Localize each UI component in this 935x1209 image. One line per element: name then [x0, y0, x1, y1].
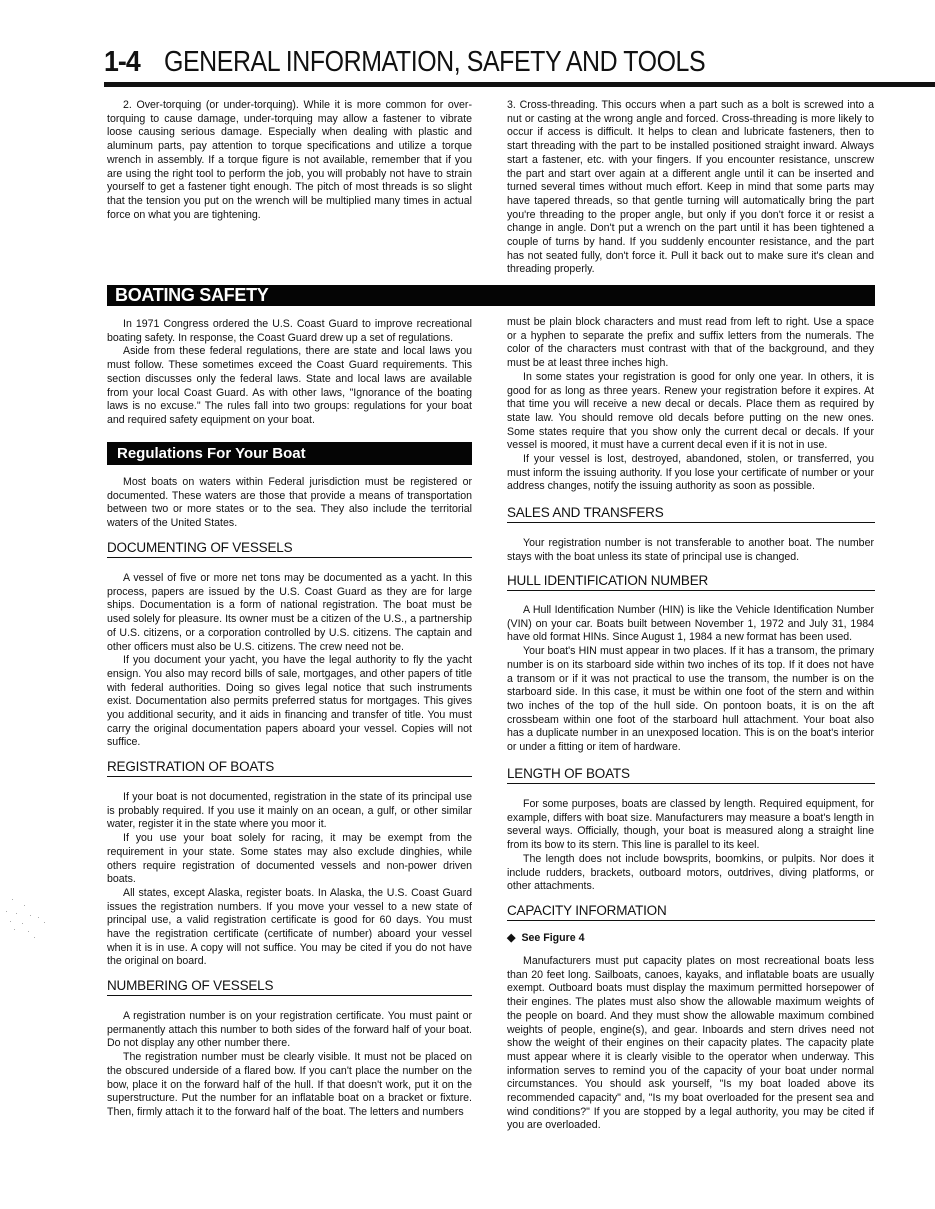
paragraph: Most boats on waters within Federal jurisdiction must be registered or documented. These waters are those that provide a means of transportation between two or more states or to the sea. They also include the territorial waters of the United States.	[107, 476, 472, 530]
page-title: GENERAL INFORMATION, SAFETY AND TOOLS	[164, 46, 706, 78]
paragraph: must be plain block characters and must read from left to right. Use a space or a hyphen to separate the prefix and suffix letters from the numerals. The color of the characters must contrast with that of the background, and they must be at least three inches high.	[507, 316, 874, 370]
paragraph: If you document your yacht, you have the legal authority to fly the yacht ensign. You also may record bills of sale, mortgages, and other papers of title with federal authorities. Doing so gives legal notice that such instruments exist. Documentation also permits preferred status for mortgages. This gives you additional security, and it aids in financing and transfer of title. You must carry the original documentation papers aboard your vessel. Copies will not suffice.	[107, 654, 472, 749]
page-number: 1-4	[104, 46, 140, 78]
paragraph: In 1971 Congress ordered the U.S. Coast Guard to improve recreational boating safety. In response, the Coast Guard drew up a set of regulations.	[107, 318, 472, 344]
heading-hull-identification-number: HULL IDENTIFICATION NUMBER	[507, 573, 875, 591]
paragraph: 3. Cross-threading. This occurs when a part such as a bolt is screwed into a nut or casting at the wrong angle and forced. Cross-threading is more likely to occur if access is difficult. It helps to clean and lubricate fasteners, then to start threading with the part to be installed positioned straight inward. Always start a fastener, etc. with your fingers. If you encounter resistance, unscrew the part and start over again at a different angle until it can be inserted and turned several times without much effort. Keep in mind that some parts may have tapered threads, so that gentle turning will automatically bring the part you're threading to the proper angle, but only if you don't force it or resist a change in angle. Don't put a wrench on the part until it has been tightened a couple of turns by hand. If you suddenly encounter resistance, and the part has not seated fully, don't force it. Pull it back out to make sure it's clean and threading properly.	[507, 99, 874, 276]
regulations-text	[107, 476, 472, 531]
heading-capacity-information: CAPACITY INFORMATION	[507, 903, 875, 921]
paragraph: In some states your registration is good for only one year. In others, it is good for as long as three years. Renew your registration before it expires. At that time you will receive a new decal or decals. Place them as required by state law. You should remove old decals before putting on the new ones. Some states require that you show only the current decal or decals. If your vessel is moored, it must have a current decal even if it is not in use.	[507, 370, 874, 452]
paragraph: 2. Over-torquing (or under-torquing). While it is more common for over-torquing to cause damage, under-torquing may allow a fastener to vibrate loose causing serious damage. Especially when dealing with plastic and aluminum parts, pay attention to torque specifications and utilize a torque wrench in assembly. If a torque figure is not available, remember that if you are using the right tool to perform the job, you will probably not have to strain yourself to get a fastener tight enough. The pitch of most threads is so slight that the tension you put on the wrench will be multiplied many times in actual force on what you are tightening.	[107, 99, 472, 221]
heading-length-of-boats: LENGTH OF BOATS	[507, 766, 875, 784]
paragraph: A vessel of five or more net tons may be documented as a yacht. In this process, papers are issued by the U.S. Coast Guard as they are for large ships. Documentation is a form of national registration. The boat must be used solely for pleasure. Its owner must be a citizen of the U.S., a partnership of U.S. citizens, or a corporation controlled by U.S. citizens. The captain and other officers must also be U.S. citizens. The crew need not be.	[107, 572, 472, 653]
paragraph: A Hull Identification Number (HIN) is like the Vehicle Identification Number (VIN) on your car. Boats built between November 1, 1972 and July 31, 1984 have old format HINs. Since August 1, 1984 a new format has been used.	[507, 604, 874, 644]
figure-reference-label: See Figure 4	[521, 932, 585, 944]
intro-left-text	[107, 99, 472, 222]
paragraph: For some purposes, boats are classed by length. Required equipment, for example, differs with boat size. Manufacturers may measure a boat's length in several ways. Officially, though, your boat is measured along a straight line from its bow to its stern. This line is parallel to its keel.	[507, 798, 874, 852]
documenting-text	[107, 572, 472, 750]
length-text	[507, 798, 874, 894]
header-rule	[104, 82, 935, 87]
boating-safety-text	[107, 318, 472, 428]
paragraph: Your registration number is not transferable to another boat. The number stays with the boat unless its state of principal use is changed.	[507, 537, 874, 563]
sales-text	[507, 537, 874, 564]
section-banner-boating-safety: BOATING SAFETY	[107, 285, 875, 306]
paragraph: If your boat is not documented, registration in the state of its principal use is probably required. If you use it mainly on an ocean, a gulf, or other similar water, register it in the state where you moor it.	[107, 791, 472, 831]
heading-sales-and-transfers: SALES AND TRANSFERS	[507, 505, 875, 523]
paragraph: All states, except Alaska, register boats. In Alaska, the U.S. Coast Guard issues the registration numbers. If you move your vessel to a new state of principal use, a valid registration certificate is good for 60 days. You must have the registration certificate (certificate of number) aboard your vessel when it is in use. A copy will not suffice. You may be cited if you do not have the original on board.	[107, 886, 472, 968]
heading-documenting-of-vessels: DOCUMENTING OF VESSELS	[107, 540, 472, 558]
registration-text	[107, 791, 472, 969]
paragraph: The length does not include bowsprits, boomkins, or pulpits. Nor does it include rudders, brackets, outboard motors, outdrives, diving platforms, or other attachments.	[507, 852, 874, 893]
section-banner-regulations: Regulations For Your Boat	[107, 442, 472, 465]
page-header	[104, 46, 934, 79]
heading-registration-of-boats: REGISTRATION OF BOATS	[107, 759, 472, 777]
intro-right-text	[507, 99, 874, 277]
numbering-text	[107, 1010, 472, 1120]
figure-reference-link[interactable]	[507, 931, 584, 944]
paragraph: The registration number must be clearly visible. It must not be placed on the obscured underside of a flared bow. If you can't place the number on the bow, place it on the forward half of the hull. If that doesn't work, put it on the superstructure. Put the number for an inflatable boat on a bracket or fixture. Then, firmly attach it to the forward half of the boat. The letters and numbers	[107, 1051, 472, 1118]
paragraph: If you use your boat solely for racing, it may be exempt from the requirement in your state. Some states may also exclude dinghies, while others require registration of documented vessels and non-power driven boats.	[107, 832, 472, 886]
diamond-bullet-icon: ◆	[507, 932, 516, 944]
scan-speckle-artifact	[4, 895, 59, 945]
numbering-continued-text	[507, 316, 874, 494]
paragraph: A registration number is on your registration certificate. You must paint or permanently attach this number to both sides of the forward half of your boat. Do not display any other number there.	[107, 1010, 472, 1050]
paragraph: Your boat's HIN must appear in two places. If it has a transom, the primary number is on its starboard side within two inches of its top. If it does not have a transom or if it was not practical to use the transom, the number is on the starboard side. In this case, it must be within one foot of the stern and within two inches of the top of the hull side. On pontoon boats, it is on the aft crossbeam within one foot of the starboard hull attachment. Your boat also has a duplicate number in an unexposed location. This is on the boat's interior or under a fitting or item of hardware.	[507, 645, 874, 754]
paragraph: Manufacturers must put capacity plates on most recreational boats less than 20 feet long. Sailboats, canoes, kayaks, and inflatable boats are usually exempt. Outboard boats must display the maximum permitted horsepower of their engines. The plates must also show the allowable maximum weights of the people on board. And they must show the allowable maximum combined weights of people, engine(s), and gear. Inboards and stern drives need not show the weight of their engines on their capacity plates. The capacity plate must appear where it is clearly visible to the operator when underway. This information serves to remind you of the capacity of your boat under normal circumstances. You should ask yourself, "Is my boat loaded above its recommended capacity" and, "Is my boat overloaded for the present sea and wind conditions?" If you are stopped by a legal authority, you may be cited if you are overloaded.	[507, 955, 874, 1132]
capacity-text	[507, 955, 874, 1133]
hull-text	[507, 604, 874, 755]
paragraph: If your vessel is lost, destroyed, abandoned, stolen, or transferred, you must inform the issuing authority. If you lose your certificate of number or your address changes, notify the issuing authority as soon as possible.	[507, 453, 874, 493]
paragraph: Aside from these federal regulations, there are state and local laws you must follow. These sometimes exceed the Coast Guard requirements. This section discusses only the federal laws. State and local laws are available from your local Coast Guard. As with other laws, "Ignorance of the boating laws is no excuse." The rules fall into two groups: regulations for your boat and required safety equipment on your boat.	[107, 345, 472, 426]
heading-numbering-of-vessels: NUMBERING OF VESSELS	[107, 978, 472, 996]
